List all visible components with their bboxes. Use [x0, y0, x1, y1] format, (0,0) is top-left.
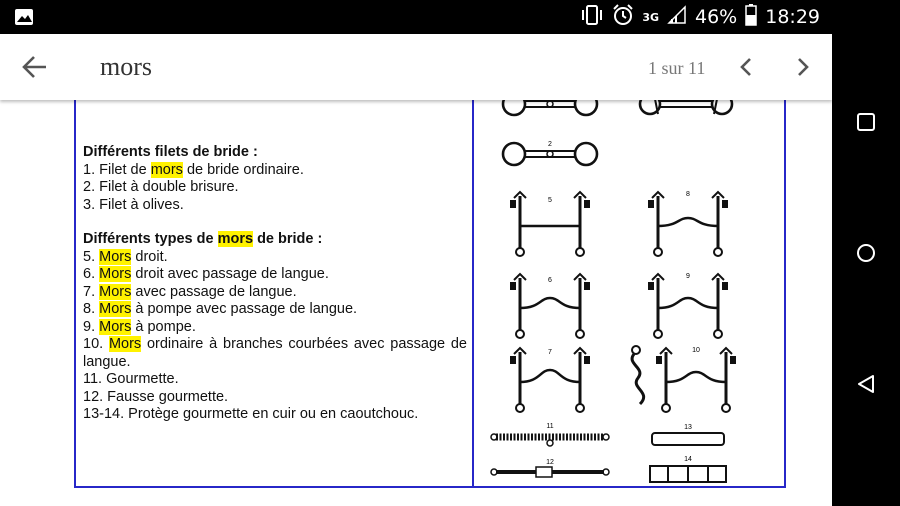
list-item: 2. Filet à double brisure. [83, 179, 239, 195]
bit-figure [648, 192, 728, 256]
bit-figure [650, 466, 726, 482]
list-item: 10. Mors ordinaire à branches courbées avec passage de langue. [83, 336, 467, 370]
list-item: 7. Mors avec passage de langue. [83, 283, 297, 300]
vibrate-icon [580, 5, 604, 30]
chevron-left-icon[interactable] [738, 56, 754, 83]
list-item: 8. Mors à pompe avec passage de langue. [83, 301, 358, 317]
figure-number: 13 [684, 424, 692, 431]
types-heading: Différents types de mors de bride : [83, 231, 323, 247]
list-item: 13-14. Protège gourmette en cuir ou en caoutchouc. [83, 406, 419, 422]
search-highlight: Mors [108, 336, 142, 352]
document-text [83, 144, 467, 424]
back-arrow-icon[interactable] [22, 54, 48, 85]
bit-figure [648, 274, 728, 338]
home-icon[interactable] [855, 242, 877, 264]
search-highlight: Mors [99, 283, 132, 300]
figure-number: 8 [686, 191, 690, 198]
figure-number: 5 [548, 197, 552, 204]
status-bar [0, 0, 832, 34]
figure-number: 9 [686, 273, 690, 280]
bit-figure [491, 434, 609, 446]
search-highlight: mors [150, 161, 183, 178]
battery-icon [745, 4, 757, 31]
figure-number: 7 [548, 349, 552, 356]
status-icons [580, 0, 820, 34]
bit-figure [491, 467, 609, 477]
match-count: 1 sur 11 [648, 58, 706, 78]
bits-illustration [474, 94, 784, 486]
image-icon [14, 8, 34, 31]
figure-number: 2 [548, 141, 552, 148]
alarm-icon [612, 4, 634, 31]
document-frame [74, 94, 786, 488]
bit-figure [510, 348, 590, 412]
list-item: 5. Mors droit. [83, 248, 168, 265]
search-highlight: Mors [99, 301, 132, 317]
chevron-right-icon[interactable] [795, 56, 811, 83]
search-highlight: Mors [99, 248, 132, 265]
filets-heading: Différents filets de bride : [83, 144, 258, 160]
list-item: 9. Mors à pompe. [83, 318, 196, 335]
clock: 18:29 [765, 6, 820, 28]
navigation-bar [832, 0, 900, 506]
figure-number: 6 [548, 277, 552, 284]
figure-number: 11 [546, 423, 554, 430]
network-type: 3G [642, 10, 659, 24]
bit-figure [652, 433, 724, 445]
document-page [26, 100, 832, 506]
search-highlight: Mors [99, 266, 132, 282]
list-item: 6. Mors droit avec passage de langue. [83, 266, 329, 282]
figure-number: 10 [692, 347, 700, 354]
recents-icon[interactable] [856, 112, 876, 132]
search-input[interactable]: mors [100, 52, 152, 81]
signal-icon [667, 5, 687, 30]
list-item: 3. Filet à olives. [83, 196, 184, 213]
find-in-page-bar [0, 34, 832, 100]
bit-figure [632, 346, 736, 412]
list-item: 11. Gourmette. [83, 371, 179, 387]
battery-percent: 46% [695, 6, 738, 28]
search-highlight: mors [217, 231, 254, 247]
figure-number: 14 [684, 456, 692, 463]
nav-back-icon[interactable] [856, 373, 876, 395]
list-item: 1. Filet de mors de bride ordinaire. [83, 161, 304, 178]
search-highlight: Mors [99, 318, 132, 335]
figure-number: 12 [546, 459, 554, 466]
list-item: 12. Fausse gourmette. [83, 388, 229, 405]
